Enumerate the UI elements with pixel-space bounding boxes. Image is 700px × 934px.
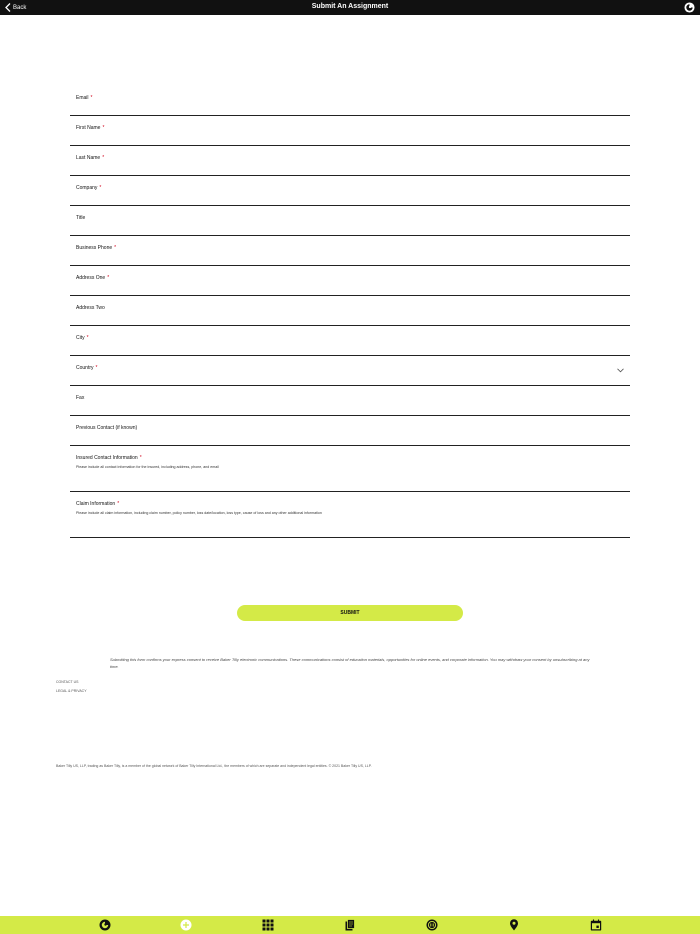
top-navigation-bar xyxy=(0,0,700,15)
required-marker: * xyxy=(102,125,105,131)
grid-icon xyxy=(262,919,274,931)
field-label xyxy=(76,125,104,131)
field-email[interactable] xyxy=(70,86,630,116)
logo-icon[interactable] xyxy=(684,2,695,13)
page-title: Submit An Assignment xyxy=(311,3,389,10)
field-label xyxy=(76,335,89,341)
copyright-text: Baker Tilly US, LLP, trading as Baker Tilly, is a member of the global network of Baker Tilly International Ltd., the members of which are separate and independent legal entities. © 2021 Baker Tilly US, LLP. xyxy=(56,764,372,768)
field-label xyxy=(76,425,137,431)
field-label xyxy=(76,275,109,281)
field-first-name[interactable] xyxy=(70,116,630,146)
add-icon xyxy=(180,919,192,931)
field-city[interactable] xyxy=(70,326,630,356)
field-label xyxy=(76,501,119,507)
field-business-phone[interactable] xyxy=(70,236,630,266)
calendar-icon xyxy=(590,919,602,931)
field-label xyxy=(76,305,105,311)
required-marker: * xyxy=(86,335,89,341)
field-label-text: Business Phone xyxy=(76,245,113,251)
consent-text: Submitting this form confirms your express consent to receive Baker Tilly electronic communications. These communications consist of education materials, opportunities for online events, and corporate information. You may withdraw your consent by unsubscribing at any time. xyxy=(110,657,590,669)
bottom-tab-bar xyxy=(0,916,700,934)
field-label-text: Claim Information xyxy=(76,501,116,507)
field-fax[interactable] xyxy=(70,386,630,416)
tab-chat[interactable] xyxy=(426,919,438,931)
field-label-text: Last Name xyxy=(76,155,101,161)
field-address-two[interactable] xyxy=(70,296,630,326)
field-help-text: Please include all claim information, including claim number, policy number, loss date/location, loss type, cause of loss and any other additional information xyxy=(76,511,322,515)
required-marker: * xyxy=(99,185,102,191)
field-last-name[interactable] xyxy=(70,146,630,176)
field-label xyxy=(76,395,84,401)
tab-home[interactable] xyxy=(99,919,111,931)
field-label-text: Insured Contact Information xyxy=(76,455,138,461)
field-label-text: Title xyxy=(76,215,86,221)
field-label-text: Previous Contact (if known) xyxy=(76,425,138,431)
field-label-text: Address Two xyxy=(76,305,105,311)
documents-icon xyxy=(344,919,356,931)
location-icon xyxy=(508,919,520,931)
field-title[interactable] xyxy=(70,206,630,236)
field-help-text: Please include all contact information for the insured, including address, phone, and email xyxy=(76,465,219,469)
tab-add[interactable] xyxy=(180,919,192,931)
field-label xyxy=(76,185,101,191)
chevron-down-icon[interactable] xyxy=(617,368,624,373)
assignment-form xyxy=(70,86,630,538)
back-label: Back xyxy=(13,4,27,11)
field-label-text: Address One xyxy=(76,275,106,281)
field-label-text: Fax xyxy=(76,395,85,401)
field-previous-contact-if-known[interactable] xyxy=(70,416,630,446)
tab-grid[interactable] xyxy=(262,919,274,931)
home-logo-icon xyxy=(99,919,111,931)
required-marker: * xyxy=(90,95,93,101)
field-claim-information[interactable] xyxy=(70,492,630,538)
field-label xyxy=(76,95,92,101)
field-label-text: Email xyxy=(76,95,89,101)
field-address-one[interactable] xyxy=(70,266,630,296)
chat-icon xyxy=(426,919,438,931)
tab-location[interactable] xyxy=(508,919,520,931)
submit-button[interactable]: SUBMIT xyxy=(237,605,463,621)
tab-documents[interactable] xyxy=(344,919,356,931)
required-marker: * xyxy=(95,365,98,371)
required-marker: * xyxy=(114,245,117,251)
required-marker: * xyxy=(102,155,105,161)
legal-privacy-link[interactable]: LEGAL & PRIVACY xyxy=(56,689,87,693)
select-country[interactable] xyxy=(70,356,630,386)
field-label-text: Company xyxy=(76,185,98,191)
field-label xyxy=(76,215,85,221)
contact-us-link[interactable]: CONTACT US xyxy=(56,680,79,684)
field-label xyxy=(76,245,116,251)
field-label xyxy=(76,455,142,461)
tab-calendar[interactable] xyxy=(590,919,602,931)
field-label-text: City xyxy=(76,335,85,341)
required-marker: * xyxy=(117,501,120,507)
required-marker: * xyxy=(139,455,142,461)
required-marker: * xyxy=(107,275,110,281)
field-label xyxy=(76,155,104,161)
field-insured-contact-information[interactable] xyxy=(70,446,630,492)
field-label xyxy=(76,365,97,371)
field-label-text: First Name xyxy=(76,125,101,131)
field-company[interactable] xyxy=(70,176,630,206)
field-label-text: Country xyxy=(76,365,94,371)
